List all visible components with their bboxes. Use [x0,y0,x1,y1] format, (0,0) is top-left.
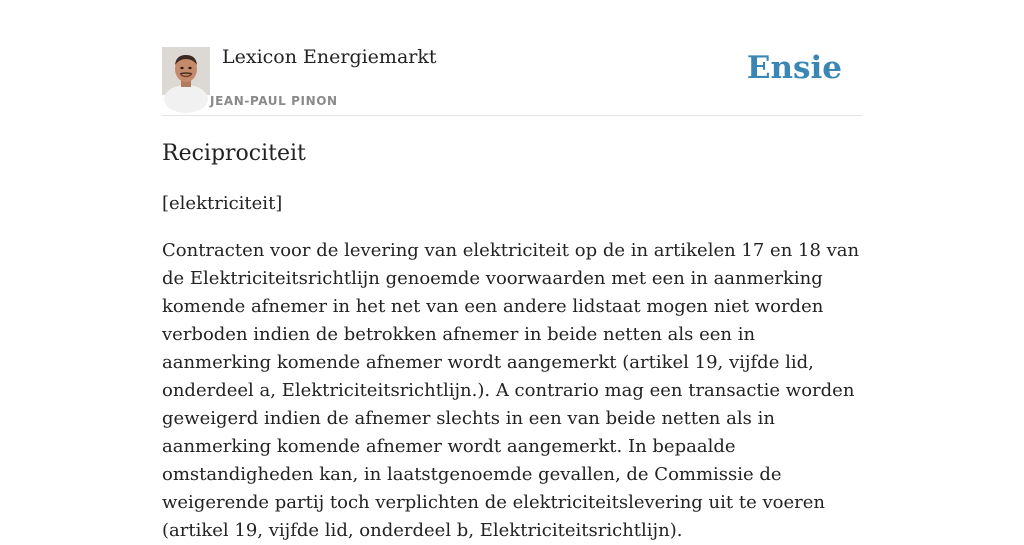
avatar[interactable] [162,47,210,95]
page-title: Reciprociteit [162,141,306,166]
author-photo-icon [162,47,210,95]
category-label: [elektriciteit] [162,193,283,214]
definition-text: Contracten voor de levering van elektriciteit op de in artikelen 17 en 18 van de Elektriciteitsrichtlijn genoemde voorwaarden met een in aanmerking komende afnemer in het net van een andere lidstaat mogen niet worden verboden indien de betrokken afnemer in beide netten als een in aanmerking komende afnemer wordt aangemerkt (artikel 19, vijfde lid, onderdeel a, Elektriciteitsrichtlijn.). A contrario mag een transactie worden geweigerd indien de afnemer slechts in een van beide netten als in aanmerking komende afnemer wordt aangemerkt. In bepaalde omstandigheden kan, in laatstgenoemde gevallen, de Commissie de weigerende partij toch verplichten de elektriciteitslevering uit te voeren (artikel 19, vijfde lid, onderdeel b, Elektriciteitsrichtlijn). [162,240,860,541]
brand-logo[interactable]: Ensie [746,50,842,86]
article [162,138,862,545]
header [162,44,862,116]
author-name[interactable]: JEAN-PAUL PINON [210,94,338,108]
site-title[interactable]: Lexicon Energiemarkt [222,46,437,68]
